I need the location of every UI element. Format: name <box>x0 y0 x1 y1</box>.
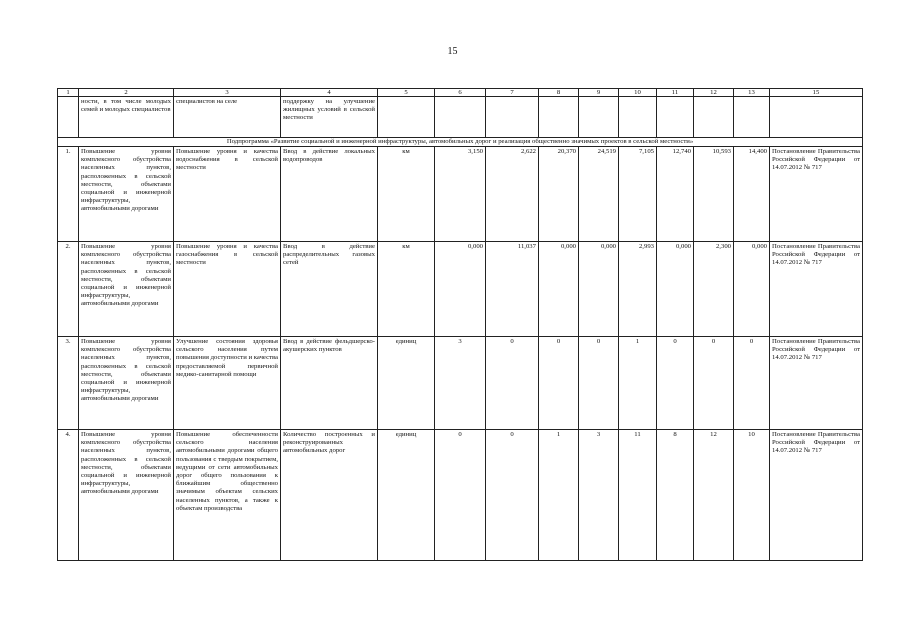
table-row <box>58 242 863 337</box>
goal-cell: Повышение уровня комплексного обустройства населенных пунктов, расположенных в сельской местности, объектами социальной и инженерной инфраструктуры, автомобильными дорогами <box>79 337 174 430</box>
value-cell: 10,593 <box>694 147 734 242</box>
column-header: 2 <box>79 89 174 97</box>
value-cell: 3,150 <box>435 147 486 242</box>
indicator-cell: поддержку на улучшение жилищных условий в сельской местности <box>281 97 378 138</box>
column-header: 6 <box>435 89 486 97</box>
basis-cell: Постановление Правительства Российской Федерации от 14.07.2012 № 717 <box>770 147 863 242</box>
unit-cell: единиц <box>378 430 435 561</box>
unit-cell: км <box>378 147 435 242</box>
goal-cell: Повышение уровня комплексного обустройства населенных пунктов, расположенных в сельской местности, объектами социальной и инженерной инфраструктуры, автомобильными дорогами <box>79 242 174 337</box>
indicators-table <box>57 88 863 561</box>
value-cell: 8 <box>657 430 694 561</box>
value-cell: 2,993 <box>619 242 657 337</box>
task-cell: Повышение уровня и качества водоснабжения в сельской местности <box>174 147 281 242</box>
column-header: 15 <box>770 89 863 97</box>
column-header: 12 <box>694 89 734 97</box>
value-cell: 24,519 <box>579 147 619 242</box>
value-cell: 0 <box>579 337 619 430</box>
basis-cell: Постановление Правительства Российской Федерации от 14.07.2012 № 717 <box>770 430 863 561</box>
value-cell: 12 <box>694 430 734 561</box>
value-cell: 0,000 <box>435 242 486 337</box>
task-cell: Улучшение состояния здоровья сельского населения путем повышения доступности и качества предоставляемой первичной медико-санитарной помощи <box>174 337 281 430</box>
column-header: 11 <box>657 89 694 97</box>
column-header: 4 <box>281 89 378 97</box>
value-cell: 11 <box>619 430 657 561</box>
column-header: 8 <box>539 89 579 97</box>
value-cell: 0,000 <box>734 242 770 337</box>
row-number: 4. <box>58 430 79 561</box>
value-cell: 1 <box>539 430 579 561</box>
continuation-row <box>58 97 863 138</box>
value-cell: 7,105 <box>619 147 657 242</box>
column-header: 1 <box>58 89 79 97</box>
goal-cell: Повышение уровня комплексного обустройства населенных пунктов, расположенных в сельской местности, объектами социальной и инженерной инфраструктуры, автомобильными дорогами <box>79 147 174 242</box>
basis-cell: Постановление Правительства Российской Федерации от 14.07.2012 № 717 <box>770 242 863 337</box>
column-header: 7 <box>486 89 539 97</box>
indicator-cell: Количество построенных и реконструированных автомобильных дорог <box>281 430 378 561</box>
value-cell: 2,622 <box>486 147 539 242</box>
table-row <box>58 337 863 430</box>
value-cell: 0,000 <box>657 242 694 337</box>
value-cell: 3 <box>579 430 619 561</box>
value-cell: 0 <box>657 337 694 430</box>
indicator-cell: Ввод в действие локальных водопроводов <box>281 147 378 242</box>
row-number: 1. <box>58 147 79 242</box>
row-number: 2. <box>58 242 79 337</box>
unit-cell: км <box>378 242 435 337</box>
goal-cell: ности, в том числе молодых семей и молодых специалистов <box>79 97 174 138</box>
task-cell: специалистов на селе <box>174 97 281 138</box>
page-number: 15 <box>447 46 458 57</box>
value-cell: 0,000 <box>579 242 619 337</box>
task-cell: Повышение обеспеченности сельского населения автомобильными дорогами общего пользования с твердым покрытием, ведущими от сети автомобильных дорог общего пользования к ближайшим общественно значимым объектам сельских населенных пунктов, а также к объектам производства <box>174 430 281 561</box>
value-cell: 0 <box>694 337 734 430</box>
value-cell: 0 <box>734 337 770 430</box>
indicator-cell: Ввод в действие фельдшерско-акушерских пунктов <box>281 337 378 430</box>
unit-cell: единиц <box>378 337 435 430</box>
subprogram-title: Подпрограмма «Развитие социальной и инженерной инфраструктуры, автомобильных дорог и реализация общественно значимых проектов в сельской местности» <box>58 138 863 147</box>
column-header: 10 <box>619 89 657 97</box>
column-header: 13 <box>734 89 770 97</box>
value-cell: 2,300 <box>694 242 734 337</box>
value-cell: 11,037 <box>486 242 539 337</box>
value-cell: 0,000 <box>539 242 579 337</box>
column-header: 9 <box>579 89 619 97</box>
value-cell: 1 <box>619 337 657 430</box>
subprogram-row <box>58 138 863 147</box>
value-cell: 0 <box>486 430 539 561</box>
value-cell: 0 <box>539 337 579 430</box>
value-cell: 10 <box>734 430 770 561</box>
value-cell: 14,400 <box>734 147 770 242</box>
row-number: 3. <box>58 337 79 430</box>
value-cell: 0 <box>486 337 539 430</box>
basis-cell: Постановление Правительства Российской Федерации от 14.07.2012 № 717 <box>770 337 863 430</box>
indicator-cell: Ввод в действие распределительных газовых сетей <box>281 242 378 337</box>
goal-cell: Повышение уровня комплексного обустройства населенных пунктов, расположенных в сельской местности, объектами социальной и инженерной инфраструктуры, автомобильными дорогами <box>79 430 174 561</box>
task-cell: Повышение уровня и качества газоснабжения в сельской местности <box>174 242 281 337</box>
table-row <box>58 430 863 561</box>
column-header: 5 <box>378 89 435 97</box>
value-cell: 12,740 <box>657 147 694 242</box>
column-header: 3 <box>174 89 281 97</box>
value-cell: 3 <box>435 337 486 430</box>
table-row <box>58 147 863 242</box>
value-cell: 20,370 <box>539 147 579 242</box>
value-cell: 0 <box>435 430 486 561</box>
header-row <box>58 89 863 97</box>
